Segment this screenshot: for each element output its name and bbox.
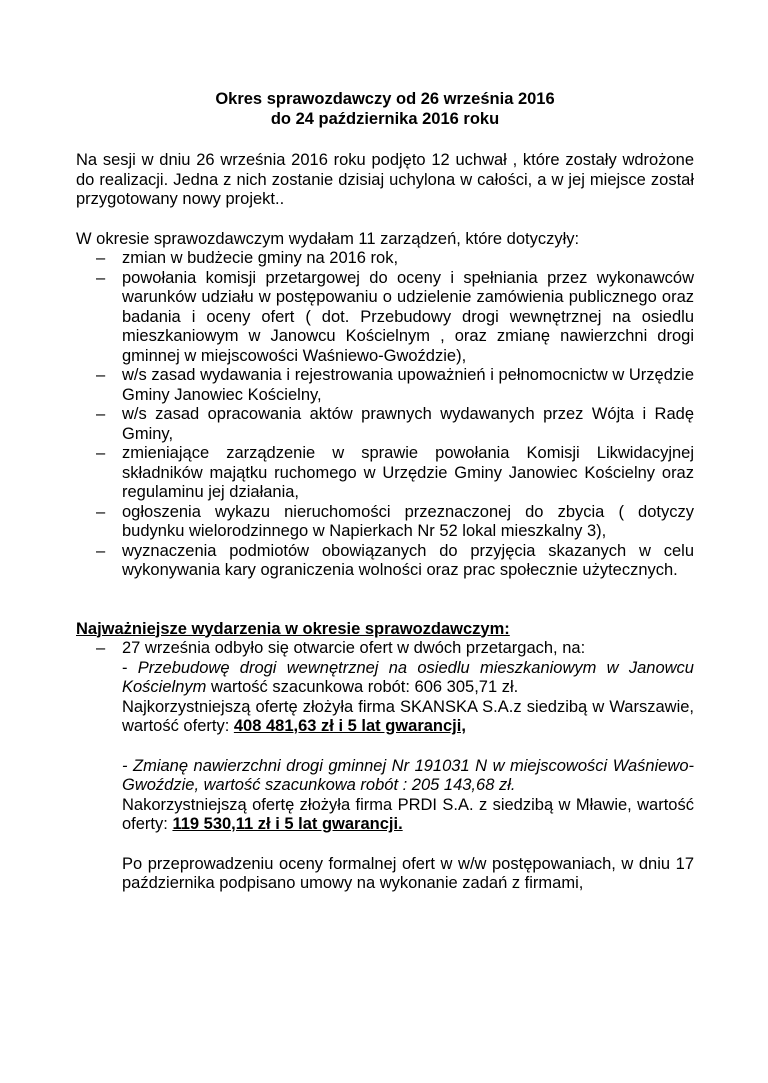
decree-item: – zmieniające zarządzenie w sprawie powołania Komisji Likwidacyjnej składników majątku ruchomego w Urzędzie Gminy Janowiec Kościelny oraz regulaminu jej działania, [122,444,694,503]
decree-item: – ogłoszenia wykazu nieruchomości przeznaczonej do zbycia ( dotyczy budynku wielorodzinnego w Napierkach Nr 52 lokal mieszkalny 3), [122,503,694,542]
document-page [0,89,768,1083]
report-title [76,89,694,129]
tender-2: - Zmianę nawierzchni drogi gminnej Nr 191031 N w miejscowości Waśniewo-Gwoździe, wartość szacunkowa robót : 205 143,68 zł. [122,756,694,794]
event-item [122,639,694,894]
title-line-2: do 24 października 2016 roku [270,110,500,128]
decree-item: – zmian w budżecie gminy na 2016 rok, [122,249,694,269]
events-list [76,639,694,894]
decree-item: – w/s zasad wydawania i rejestrowania upoważnień i pełnomocnictw w Urzędzie Gminy Janowiec Kościelny, [122,366,694,405]
events-heading: Najważniejsze wydarzenia w okresie sprawozdawczym: [76,619,510,638]
event-intro: – 27 września odbyło się otwarcie ofert w dwóch przetargach, na: [122,639,586,657]
tender-1-offer [122,698,694,737]
tender-1-estimate: wartość szacunkowa robót: 606 305,71 zł. [206,678,519,696]
title-line-1: Okres sprawozdawczy od 26 września 2016 [215,90,555,108]
decrees-list [76,249,694,581]
tender-1 [122,659,694,698]
tender-2-offer-text: Nakorzystniejszą ofertę złożyła firma PRDI S.A. z siedzibą w Mławie, wartość oferty: [122,795,694,833]
events-section [76,620,694,894]
spacer [122,835,694,855]
tender-1-offer-text: Najkorzystniejszą ofertę złożyła firma SKANSKA S.A.z siedzibą w Warszawie, wartość oferty: [122,697,694,735]
sessions-paragraph: Na sesji w dniu 26 września 2016 roku podjęto 12 uchwał , które zostały wdrożone do realizacji. Jedna z nich zostanie dzisiaj uchylona w całości, a w jej miejsce został przygotowany nowy projekt.. [76,151,694,208]
tender-2-offer [122,796,694,835]
tender-1-prefix: - [122,658,138,677]
tender-2-offer-value: 119 530,11 zł i 5 lat gwarancji. [172,815,403,833]
decree-item: – powołania komisji przetargowej do oceny i spełniania przez wykonawców warunków udziału w postępowaniu o udzielenie zamówienia publicznego oraz badania i oceny ofert ( dot. Przebudowy drogi wewnętrznej na osiedlu mieszkaniowym w Janowcu Kościelnym , oraz zmianę nawierzchni drogi gminnej w miejscowości Waśniewo-Gwoździe), [122,269,694,367]
closing-paragraph: Po przeprowadzeniu oceny formalnej ofert w w/w postępowaniach, w dniu 17 października podpisano umowy na wykonanie zadań z firmami, [122,854,694,892]
spacer [122,737,694,757]
decree-item: – wyznaczenia podmiotów obowiązanych do przyjęcia skazanych w celu wykonywania kary ograniczenia wolności oraz prac społecznie użytecznych. [122,542,694,581]
tender-1-name: Przebudowę drogi wewnętrznej na osiedlu mieszkaniowym w Janowcu Kościelnym [122,658,694,696]
tender-1-offer-value: 408 481,63 zł i 5 lat gwarancji, [233,717,466,735]
decree-item: – w/s zasad opracowania aktów prawnych wydawanych przez Wójta i Radę Gminy, [122,405,694,444]
decrees-intro: W okresie sprawozdawczym wydałam 11 zarządzeń, które dotyczyły: [76,229,580,248]
